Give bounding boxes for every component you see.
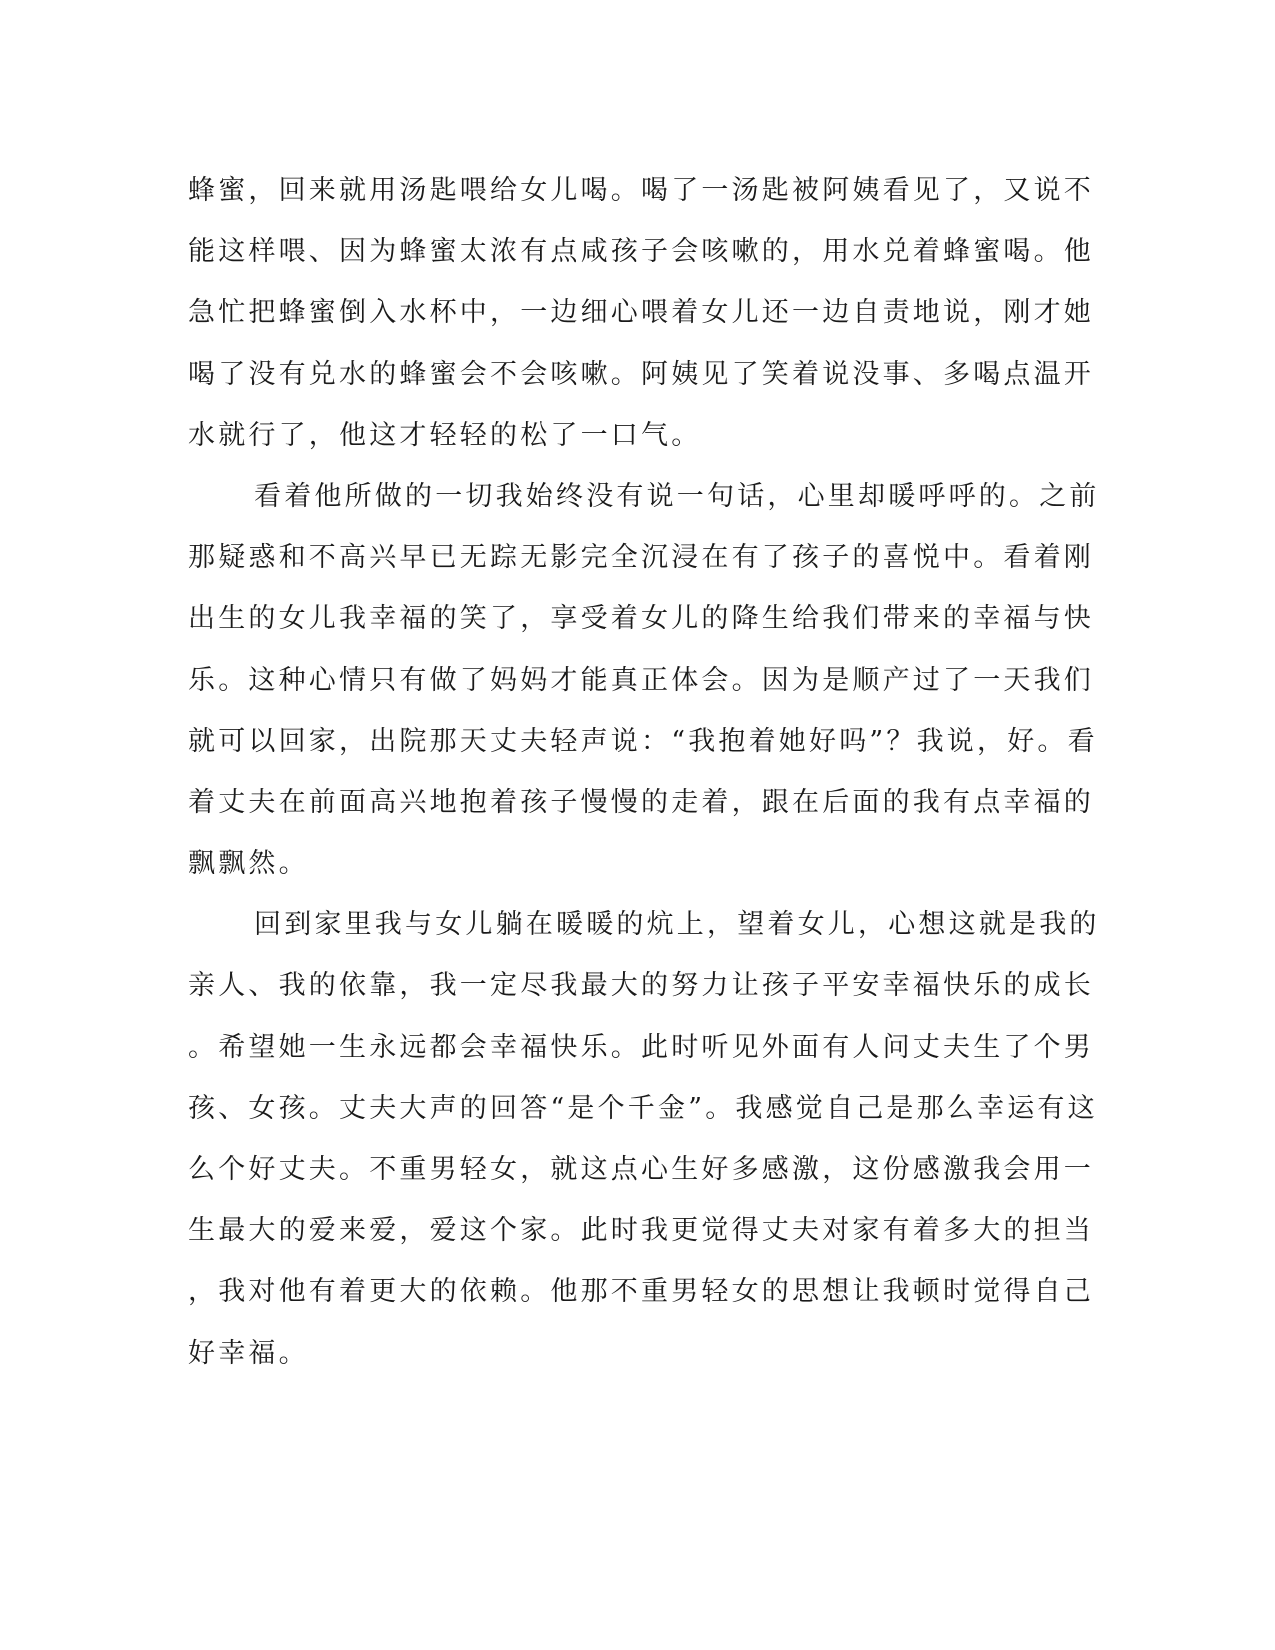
text-line: 喝了没有兑水的蜂蜜会不会咳嗽。阿姨见了笑着说没事、多喝点温开 [188, 358, 1094, 390]
text-line: 水就行了，他这才轻轻的松了一口气。 [188, 419, 702, 451]
text-line: 就可以回家，出院那天丈夫轻声说：“我抱着她好吗”？我说，好。看 [188, 725, 1098, 757]
text-line: 乐。这种心情只有做了妈妈才能真正体会。因为是顺产过了一天我们 [188, 664, 1094, 696]
text-line: 亲人、我的依靠，我一定尽我最大的努力让孩子平安幸福快乐的成长 [188, 970, 1094, 1002]
text-line: 好幸福。 [188, 1337, 309, 1369]
text-line: 生最大的爱来爱，爱这个家。此时我更觉得丈夫对家有着多大的担当 [188, 1215, 1094, 1247]
text-line: 。希望她一生永远都会幸福快乐。此时听见外面有人问丈夫生了个男 [188, 1031, 1094, 1063]
text-line: 急忙把蜂蜜倒入水杯中，一边细心喂着女儿还一边自责地说，刚才她 [188, 297, 1094, 329]
paragraph-first-line: 看着他所做的一切我始终没有说一句话，心里却暖呼呼的。之前 [254, 480, 1100, 512]
paragraph-first-line: 回到家里我与女儿躺在暖暖的炕上，望着女儿，心想这就是我的 [254, 909, 1100, 941]
text-line: 着丈夫在前面高兴地抱着孩子慢慢的走着，跟在后面的我有点幸福的 [188, 786, 1094, 818]
text-line: 飘飘然。 [188, 848, 309, 880]
text-line: 那疑惑和不高兴早已无踪无影完全沉浸在有了孩子的喜悦中。看着刚 [188, 542, 1094, 574]
text-line: 能这样喂、因为蜂蜜太浓有点咸孩子会咳嗽的，用水兑着蜂蜜喝。他 [188, 236, 1094, 268]
text-line: 出生的女儿我幸福的笑了，享受着女儿的降生给我们带来的幸福与快 [188, 603, 1094, 635]
text-line: 么个好丈夫。不重男轻女，就这点心生好多感激，这份感激我会用一 [188, 1154, 1094, 1185]
text-line: 孩、女孩。丈夫大声的回答“是个千金”。我感觉自己是那么幸运有这 [188, 1092, 1098, 1124]
text-line: ，我对他有着更大的依赖。他那不重男轻女的思想让我顿时觉得自己 [188, 1276, 1094, 1308]
text-line: 蜂蜜，回来就用汤匙喂给女儿喝。喝了一汤匙被阿姨看见了，又说不 [188, 175, 1094, 206]
body-text [188, 160, 1100, 1384]
